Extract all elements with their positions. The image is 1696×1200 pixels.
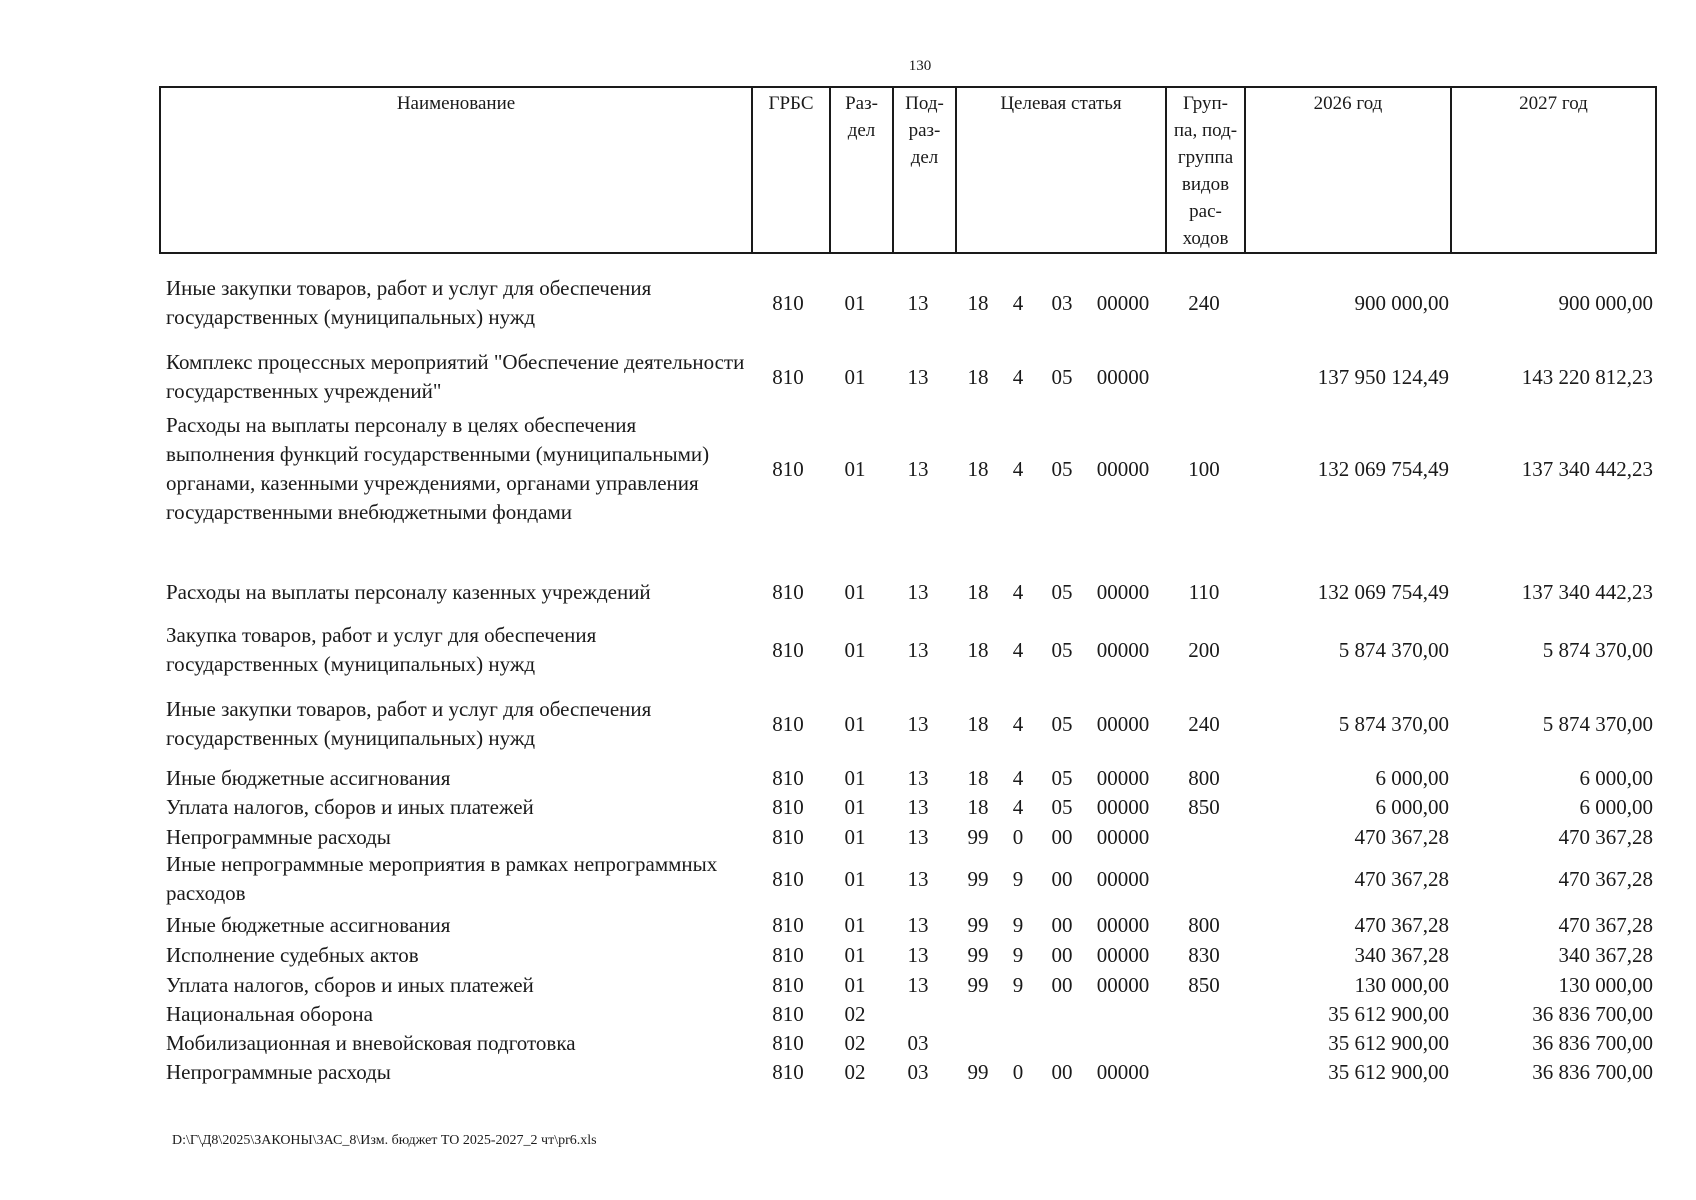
cell-name: Национальная оборона <box>166 1001 373 1026</box>
table-row <box>0 939 1696 971</box>
cell-y2027: 130 000,00 <box>1558 972 1653 997</box>
cell-t4 <box>1090 1027 1156 1059</box>
cell-t2: 9 <box>1012 942 1024 967</box>
cell-pr: 13 <box>907 290 929 315</box>
cell-t2: 0 <box>1012 824 1024 849</box>
cell-grbs: 810 <box>772 942 804 967</box>
cell-rz: 01 <box>844 765 866 790</box>
cell-pr: 13 <box>907 794 929 819</box>
cell-pr: 13 <box>907 912 929 937</box>
cell-grbs: 810 <box>772 711 804 736</box>
cell-t1: 99 <box>967 942 989 967</box>
cell-t4: 00000 <box>1096 456 1150 481</box>
cell-y2027: 6 000,00 <box>1579 794 1653 819</box>
cell-t2: 4 <box>1012 290 1024 315</box>
cell-t4: 00000 <box>1096 912 1150 937</box>
cell-rz: 02 <box>844 1001 866 1026</box>
cell-t1: 18 <box>967 637 989 662</box>
cell-t2: 4 <box>1012 456 1024 481</box>
cell-t2: 4 <box>1012 364 1024 389</box>
cell-name: Иные непрограммные мероприятия в рамках непрограммных расходов <box>166 852 718 905</box>
cell-pr: 13 <box>907 972 929 997</box>
cell-y2027: 137 340 442,23 <box>1521 456 1653 481</box>
cell-rz: 01 <box>844 364 866 389</box>
table-row <box>0 762 1696 794</box>
cell-t1: 18 <box>967 794 989 819</box>
cell-grbs: 810 <box>772 1030 804 1055</box>
cell-rz: 01 <box>844 579 866 604</box>
cell-t4: 00000 <box>1096 866 1150 891</box>
table-row <box>0 692 1696 756</box>
cell-y2027: 470 367,28 <box>1558 866 1653 891</box>
cell-t2: 0 <box>1012 1059 1024 1084</box>
cell-grbs: 810 <box>772 1001 804 1026</box>
cell-y2026: 6 000,00 <box>1375 794 1449 819</box>
cell-grbs: 810 <box>772 637 804 662</box>
cell-t1: 18 <box>967 765 989 790</box>
cell-y2026: 470 367,28 <box>1354 824 1449 849</box>
cell-vr: 850 <box>1188 972 1220 997</box>
cell-t1 <box>960 998 996 1030</box>
header-year-2026: 2026 год <box>1244 88 1450 252</box>
cell-name: Иные бюджетные ассигнования <box>166 765 451 790</box>
cell-grbs: 810 <box>772 1059 804 1084</box>
cell-name: Исполнение судебных актов <box>166 942 419 967</box>
cell-t4: 00000 <box>1096 579 1150 604</box>
cell-t2: 4 <box>1012 794 1024 819</box>
cell-vr: 240 <box>1188 711 1220 736</box>
cell-rz: 02 <box>844 1030 866 1055</box>
cell-y2027: 470 367,28 <box>1558 824 1653 849</box>
cell-t1: 99 <box>967 824 989 849</box>
cell-t3: 00 <box>1051 1059 1073 1084</box>
table-row <box>0 909 1696 941</box>
cell-t2: 9 <box>1012 912 1024 937</box>
cell-t4: 00000 <box>1096 765 1150 790</box>
cell-rz: 01 <box>844 794 866 819</box>
cell-grbs: 810 <box>772 794 804 819</box>
cell-pr: 13 <box>907 637 929 662</box>
cell-vr: 800 <box>1188 912 1220 937</box>
cell-rz: 01 <box>844 912 866 937</box>
cell-y2027: 36 836 700,00 <box>1532 1030 1653 1055</box>
table-row <box>0 851 1696 907</box>
cell-t3: 05 <box>1051 456 1073 481</box>
cell-vr: 200 <box>1188 637 1220 662</box>
cell-y2026: 6 000,00 <box>1375 765 1449 790</box>
cell-t3: 03 <box>1051 290 1073 315</box>
cell-t3: 00 <box>1051 866 1073 891</box>
cell-t3: 00 <box>1051 824 1073 849</box>
cell-name: Непрограммные расходы <box>166 1059 391 1084</box>
header-name: Наименование <box>396 93 516 114</box>
cell-name: Мобилизационная и вневойсковая подготовка <box>166 1030 576 1055</box>
cell-vr <box>1176 851 1232 907</box>
table-row <box>0 1027 1696 1059</box>
cell-t3: 05 <box>1051 364 1073 389</box>
cell-vr: 240 <box>1188 290 1220 315</box>
cell-rz: 01 <box>844 824 866 849</box>
cell-t3 <box>1044 998 1080 1030</box>
header-razdel: Раз- дел <box>829 88 892 252</box>
table-row <box>0 399 1696 539</box>
cell-vr: 830 <box>1188 942 1220 967</box>
cell-y2026: 5 874 370,00 <box>1338 711 1449 736</box>
cell-y2027: 340 367,28 <box>1558 942 1653 967</box>
cell-y2026: 35 612 900,00 <box>1328 1059 1449 1084</box>
cell-name: Комплекс процессных мероприятий "Обеспечение деятельности государственных учреждений" <box>166 350 745 403</box>
cell-t3: 00 <box>1051 912 1073 937</box>
cell-t4: 00000 <box>1096 711 1150 736</box>
cell-name: Непрограммные расходы <box>166 824 391 849</box>
cell-y2026: 900 000,00 <box>1354 290 1449 315</box>
cell-name: Иные закупки товаров, работ и услуг для обеспечения государственных (муниципальных) нужд <box>166 276 652 329</box>
cell-t4: 00000 <box>1096 290 1150 315</box>
cell-t3: 05 <box>1051 637 1073 662</box>
cell-y2026: 340 367,28 <box>1354 942 1449 967</box>
cell-pr <box>895 998 941 1030</box>
cell-y2027: 36 836 700,00 <box>1532 1059 1653 1084</box>
cell-pr: 13 <box>907 579 929 604</box>
cell-y2027: 6 000,00 <box>1579 765 1653 790</box>
cell-vr <box>1176 1027 1232 1059</box>
cell-rz: 01 <box>844 637 866 662</box>
cell-y2026: 470 367,28 <box>1354 912 1449 937</box>
cell-y2026: 35 612 900,00 <box>1328 1030 1449 1055</box>
cell-y2027: 36 836 700,00 <box>1532 1001 1653 1026</box>
table-row <box>0 969 1696 1001</box>
cell-y2026: 137 950 124,49 <box>1317 364 1449 389</box>
cell-t2: 4 <box>1012 637 1024 662</box>
cell-rz: 01 <box>844 972 866 997</box>
table-row <box>0 998 1696 1030</box>
cell-rz: 01 <box>844 711 866 736</box>
cell-vr: 100 <box>1188 456 1220 481</box>
cell-name: Расходы на выплаты персоналу казенных учреждений <box>166 579 651 604</box>
cell-grbs: 810 <box>772 579 804 604</box>
page-number: 130 <box>908 58 932 74</box>
cell-y2027: 143 220 812,23 <box>1521 364 1653 389</box>
cell-y2027: 5 874 370,00 <box>1542 637 1653 662</box>
table-row <box>0 1056 1696 1088</box>
cell-t1: 18 <box>967 579 989 604</box>
cell-pr: 13 <box>907 866 929 891</box>
cell-pr: 13 <box>907 942 929 967</box>
table-row <box>0 821 1696 853</box>
cell-t1: 99 <box>967 1059 989 1084</box>
cell-t4: 00000 <box>1096 794 1150 819</box>
table-header <box>159 86 1657 254</box>
cell-pr: 03 <box>907 1059 929 1084</box>
header-year-2027: 2027 год <box>1450 88 1655 252</box>
cell-t3: 00 <box>1051 942 1073 967</box>
cell-grbs: 810 <box>772 290 804 315</box>
cell-t4: 00000 <box>1096 972 1150 997</box>
cell-rz: 01 <box>844 866 866 891</box>
cell-t4 <box>1090 998 1156 1030</box>
table-row <box>0 791 1696 823</box>
cell-vr <box>1176 1056 1232 1088</box>
cell-pr: 13 <box>907 456 929 481</box>
cell-t4: 00000 <box>1096 637 1150 662</box>
cell-t3: 05 <box>1051 765 1073 790</box>
cell-t3 <box>1044 1027 1080 1059</box>
header-group: Груп- па, под- группа видов рас- ходов <box>1165 88 1244 252</box>
cell-t2: 9 <box>1012 972 1024 997</box>
cell-t1: 99 <box>967 866 989 891</box>
cell-t3: 05 <box>1051 711 1073 736</box>
header-podrazdel: Под- раз- дел <box>892 88 955 252</box>
header-target-article: Целевая статья <box>955 88 1165 252</box>
cell-pr: 13 <box>907 364 929 389</box>
cell-t4: 00000 <box>1096 824 1150 849</box>
cell-grbs: 810 <box>772 912 804 937</box>
cell-pr: 13 <box>907 711 929 736</box>
cell-grbs: 810 <box>772 364 804 389</box>
cell-t4: 00000 <box>1096 942 1150 967</box>
cell-rz: 01 <box>844 942 866 967</box>
cell-y2026: 5 874 370,00 <box>1338 637 1449 662</box>
cell-pr: 13 <box>907 824 929 849</box>
cell-t1: 99 <box>967 912 989 937</box>
cell-t1: 18 <box>967 456 989 481</box>
cell-y2026: 470 367,28 <box>1354 866 1449 891</box>
cell-grbs: 810 <box>772 456 804 481</box>
cell-rz: 02 <box>844 1059 866 1084</box>
table-row <box>0 570 1696 614</box>
cell-t2 <box>1005 1027 1031 1059</box>
cell-t2: 9 <box>1012 866 1024 891</box>
cell-t4: 00000 <box>1096 1059 1150 1084</box>
cell-y2026: 35 612 900,00 <box>1328 1001 1449 1026</box>
cell-name: Уплата налогов, сборов и иных платежей <box>166 794 534 819</box>
cell-grbs: 810 <box>772 824 804 849</box>
cell-t1: 18 <box>967 711 989 736</box>
table-row <box>0 618 1696 682</box>
cell-t1 <box>960 1027 996 1059</box>
cell-t1: 18 <box>967 290 989 315</box>
cell-y2026: 130 000,00 <box>1354 972 1449 997</box>
cell-y2026: 132 069 754,49 <box>1317 579 1449 604</box>
cell-rz: 01 <box>844 456 866 481</box>
cell-vr: 110 <box>1188 579 1220 604</box>
cell-y2027: 900 000,00 <box>1558 290 1653 315</box>
cell-grbs: 810 <box>772 972 804 997</box>
cell-name: Иные закупки товаров, работ и услуг для обеспечения государственных (муниципальных) нужд <box>166 697 652 750</box>
cell-name: Закупка товаров, работ и услуг для обеспечения государственных (муниципальных) нужд <box>166 623 597 676</box>
cell-t1: 18 <box>967 364 989 389</box>
cell-vr: 800 <box>1188 765 1220 790</box>
cell-t1: 99 <box>967 972 989 997</box>
cell-y2027: 137 340 442,23 <box>1521 579 1653 604</box>
cell-t3: 00 <box>1051 972 1073 997</box>
table-row <box>0 271 1696 335</box>
footer-file-path: D:\Г\Д8\2025\ЗАКОНЫ\ЗАС_8\Изм. бюджет ТО 2025-2027_2 чт\pr6.xls <box>172 1133 597 1148</box>
header-grbs: ГРБС <box>751 88 829 252</box>
cell-t2: 4 <box>1012 765 1024 790</box>
cell-name: Уплата налогов, сборов и иных платежей <box>166 972 534 997</box>
cell-t4: 00000 <box>1096 364 1150 389</box>
cell-pr: 03 <box>907 1030 929 1055</box>
cell-t3: 05 <box>1051 579 1073 604</box>
cell-y2027: 5 874 370,00 <box>1542 711 1653 736</box>
cell-name: Расходы на выплаты персоналу в целях обеспечения выполнения функций государственными (муниципальными) органами, казенными учреждениями, органами управления государственными внебюджетными фондами <box>166 413 710 524</box>
cell-t2: 4 <box>1012 579 1024 604</box>
cell-t3: 05 <box>1051 794 1073 819</box>
cell-t2: 4 <box>1012 711 1024 736</box>
cell-vr <box>1176 821 1232 853</box>
cell-grbs: 810 <box>772 765 804 790</box>
cell-vr: 850 <box>1188 794 1220 819</box>
cell-pr: 13 <box>907 765 929 790</box>
cell-y2027: 470 367,28 <box>1558 912 1653 937</box>
cell-y2026: 132 069 754,49 <box>1317 456 1449 481</box>
cell-name: Иные бюджетные ассигнования <box>166 912 451 937</box>
cell-vr <box>1176 998 1232 1030</box>
cell-rz: 01 <box>844 290 866 315</box>
cell-grbs: 810 <box>772 866 804 891</box>
cell-t2 <box>1005 998 1031 1030</box>
